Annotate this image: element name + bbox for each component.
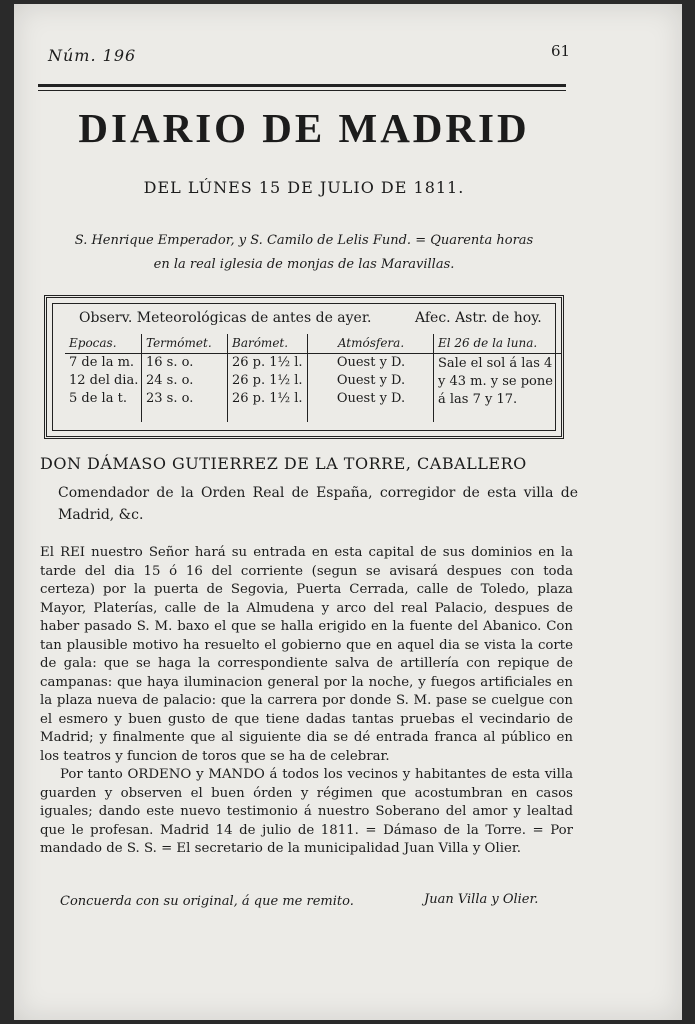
dateline: DEL LÚNES 15 DE JULIO DE 1811. — [143, 178, 465, 197]
signature: Juan Villa y Olier. — [424, 892, 539, 907]
masthead-title: DIARIO DE MADRID — [78, 105, 530, 151]
astro-heading: Afec. Astr. de hoy. — [415, 310, 542, 326]
table-cell: 5 de la t. — [69, 391, 127, 406]
article-body — [40, 544, 573, 859]
column-header: Termómet. — [142, 334, 228, 354]
table-cell: 12 del dia. — [69, 373, 139, 388]
issue-number: Núm. 196 — [48, 46, 137, 65]
column-termometro — [141, 334, 228, 422]
saints-of-day — [34, 229, 574, 277]
column-epocas — [65, 334, 141, 422]
top-rule-thick — [38, 84, 566, 87]
column-header: Atmósfera. — [308, 334, 434, 354]
top-rule-thin — [38, 90, 566, 91]
table-cell: 26 p. 1½ l. — [232, 391, 303, 406]
column-header: Barómet. — [228, 334, 308, 354]
paragraph-2: Por tanto ORDENO y MANDO á todos los vecinos y habitantes de esta villa guarden y observen el buen órden y régimen que acostumbran en casos iguales; dando este nuevo testimonio á nuestro Soberano del amor y lealtad que le profesan. Madrid 14 de julio de 1811. = Dámaso de la Torre. = Por mandado de S. S. = El secretario de la municipalidad Juan Villa y Olier. — [40, 767, 573, 856]
page-folio: 61 — [551, 42, 571, 60]
table-cell: 26 p. 1½ l. — [232, 373, 303, 388]
article-subtitle: Comendador de la Orden Real de España, corregidor de esta villa de Madrid, &c. — [58, 485, 578, 523]
column-header: El 26 de la luna. — [434, 334, 562, 354]
column-moon — [433, 334, 562, 422]
saints-line-1: S. Henrique Emperador, y S. Camilo de Lelis Fund. = Quarenta horas — [74, 233, 534, 248]
article-title: DON DÁMASO GUTIERREZ DE LA TORRE, CABALLERO — [40, 454, 527, 473]
observations-box — [44, 295, 564, 439]
table-cell: Ouest y D. — [336, 355, 406, 370]
saints-line-2: en la real iglesia de monjas de las Maravillas. — [153, 257, 455, 272]
table-cell: 26 p. 1½ l. — [232, 355, 303, 370]
observations-inner-frame — [52, 303, 556, 431]
table-cell: 7 de la m. — [69, 355, 135, 370]
column-atmosfera — [307, 334, 434, 422]
column-header: Epocas. — [65, 334, 141, 354]
observations-heading: Observ. Meteorológicas de antes de ayer. — [79, 310, 372, 326]
paragraph-1: El REI nuestro Señor hará su entrada en esta capital de sus dominios en la tarde del dia 15 ó 16 del corriente (segun se avisará despues con toda certeza) por la puerta de Segovia, Puerta Cerrada, calle de Toledo, plaza Mayor, Platerías, calle de la Almudena y arco del real Palacio, despues de haber pasado S. M. baxo el que se halla erigido en la fuente del Abanico. Con tan plausible motivo ha resuelto el gobierno que en aquel dia se vista la corte de gala: que se haga la correspondiente salva de artillería con repique de campanas: que haya iluminacion general por la noche, y fuegos artificiales en la plaza nueva de palacio: que la carrera por donde S. M. pase se cuelgue con el esmero y buen gusto de que tiene dadas tantas pruebas el vecindario de Madrid; y finalmente que al siguiente dia se dé entrada franca al público en los teatros y funcion de toros que se ha de celebrar. — [40, 545, 573, 764]
table-cell: Ouest y D. — [336, 391, 406, 406]
table-cell: 16 s. o. — [146, 355, 194, 370]
concuerda-line: Concuerda con su original, á que me remito. — [60, 894, 354, 909]
table-cell: 24 s. o. — [146, 373, 194, 388]
observations-table — [65, 334, 551, 422]
column-barometro — [227, 334, 308, 422]
newspaper-page — [14, 4, 682, 1020]
table-cell: Ouest y D. — [336, 373, 406, 388]
table-cell: 23 s. o. — [146, 391, 194, 406]
sunrise-sunset-text: Sale el sol á las 4 y 43 m. y se pone á las 7 y 17. — [438, 356, 553, 407]
